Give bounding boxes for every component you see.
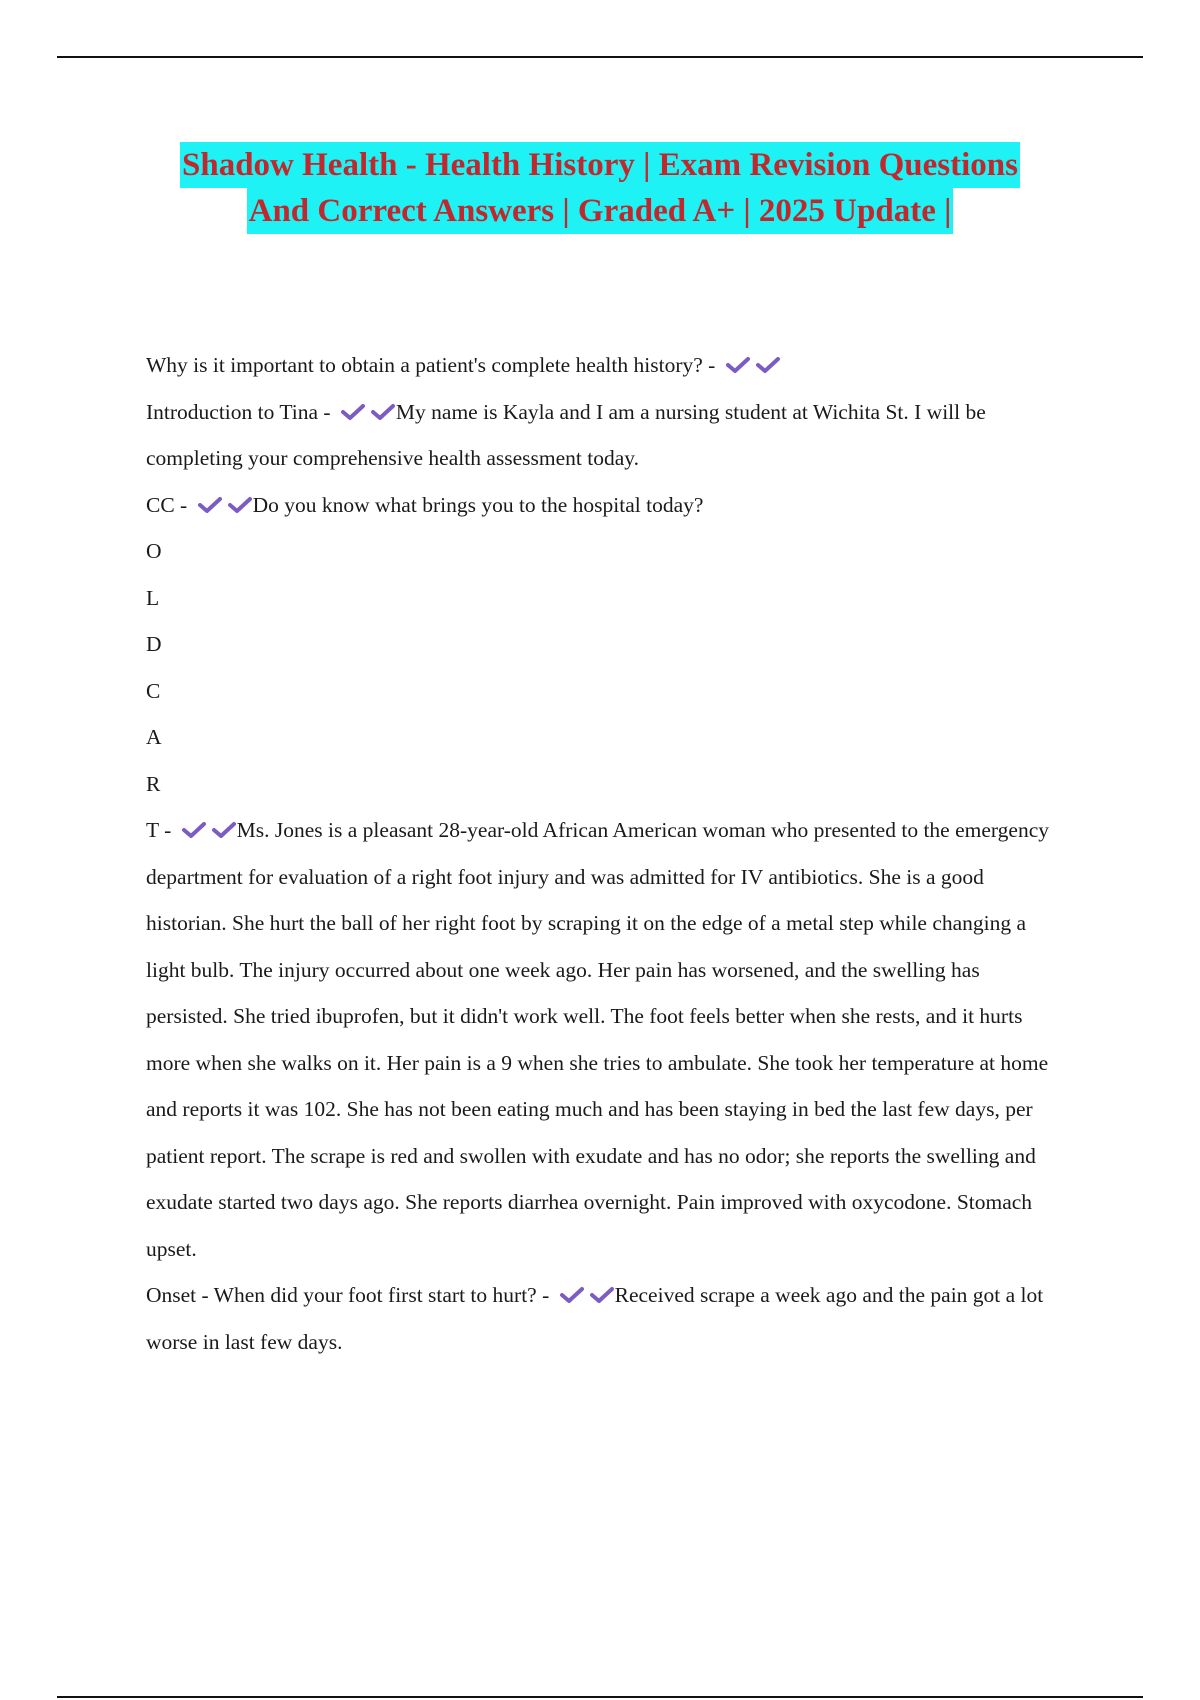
oldcart-letter-l: L (146, 585, 160, 610)
checkmark-icon (559, 1286, 585, 1304)
double-check-icon (336, 400, 396, 424)
answer-text: Ms. Jones is a pleasant 28-year-old African American woman who presented to the emergency department for evaluation of a right foot injury and was admitted for IV antibiotics. She is a good historian. She hurt the ball of her right foot by scraping it on the edge of a metal step while changing a light bulb. The injury occurred about one week ago. Her pain has worsened, and the swelling has persisted. She tried ibuprofen, but it didn't work well. The foot feels better when she rests, and it hurts more when she walks on it. Her pain is a 9 when she tries to ambulate. She took her temperature at home and reports it was 102. She has not been eating much and has been staying in bed the last few days, per patient report. The scrape is red and swollen with exudate and has no odor; she reports the swelling and exudate started two days ago. She reports diarrhea overnight. Pain improved with oxycodone. Stomach upset. (146, 818, 1049, 1261)
title-line-2: And Correct Answers | Graded A+ | 2025 Update | (247, 188, 954, 234)
checkmark-icon (340, 403, 366, 421)
checkmark-icon (370, 403, 396, 421)
document-body (146, 342, 1066, 1365)
double-check-icon (555, 1283, 615, 1307)
answer-text: My name is Kayla and I am a nursing student at Wichita St. I will be completing your comprehensive health assessment today. (146, 399, 986, 470)
question-text: Onset - When did your foot first start to hurt? - (146, 1283, 550, 1307)
title-line-1: Shadow Health - Health History | Exam Revision Questions (180, 142, 1020, 188)
qa-entry-onset (146, 1272, 1066, 1365)
document-title (100, 142, 1100, 234)
double-check-icon (193, 493, 253, 517)
question-text: CC - (146, 492, 188, 517)
qa-entry-t (146, 807, 1066, 1272)
question-text: Why is it important to obtain a patient's complete health history? - (146, 353, 716, 377)
checkmark-icon (725, 356, 751, 374)
checkmark-icon (589, 1286, 615, 1304)
answer-text: Do you know what brings you to the hospital today? (252, 492, 704, 517)
oldcart-letter-d: D (146, 632, 162, 656)
checkmark-icon (181, 821, 207, 839)
oldcart-letter-r: R (146, 771, 161, 796)
question-text: Introduction to Tina - (146, 399, 331, 424)
checkmark-icon (197, 496, 223, 514)
checkmark-icon (211, 821, 237, 839)
answer-text: Received scrape a week ago and the pain got a lot worse in last few days. (146, 1283, 1044, 1354)
qa-entry-importance (146, 342, 1066, 389)
double-check-icon (721, 353, 781, 377)
question-text: T - (146, 818, 172, 842)
top-rule (57, 56, 1143, 58)
oldcart-letter-a: A (146, 725, 162, 749)
double-check-icon (177, 818, 237, 842)
qa-entry-introduction (146, 389, 1066, 482)
oldcart-letter-c: C (146, 678, 161, 703)
bottom-rule (57, 1696, 1143, 1698)
checkmark-icon (755, 356, 781, 374)
oldcart-letter-o: O (146, 539, 162, 563)
checkmark-icon (227, 496, 253, 514)
qa-entry-cc (146, 482, 1066, 529)
